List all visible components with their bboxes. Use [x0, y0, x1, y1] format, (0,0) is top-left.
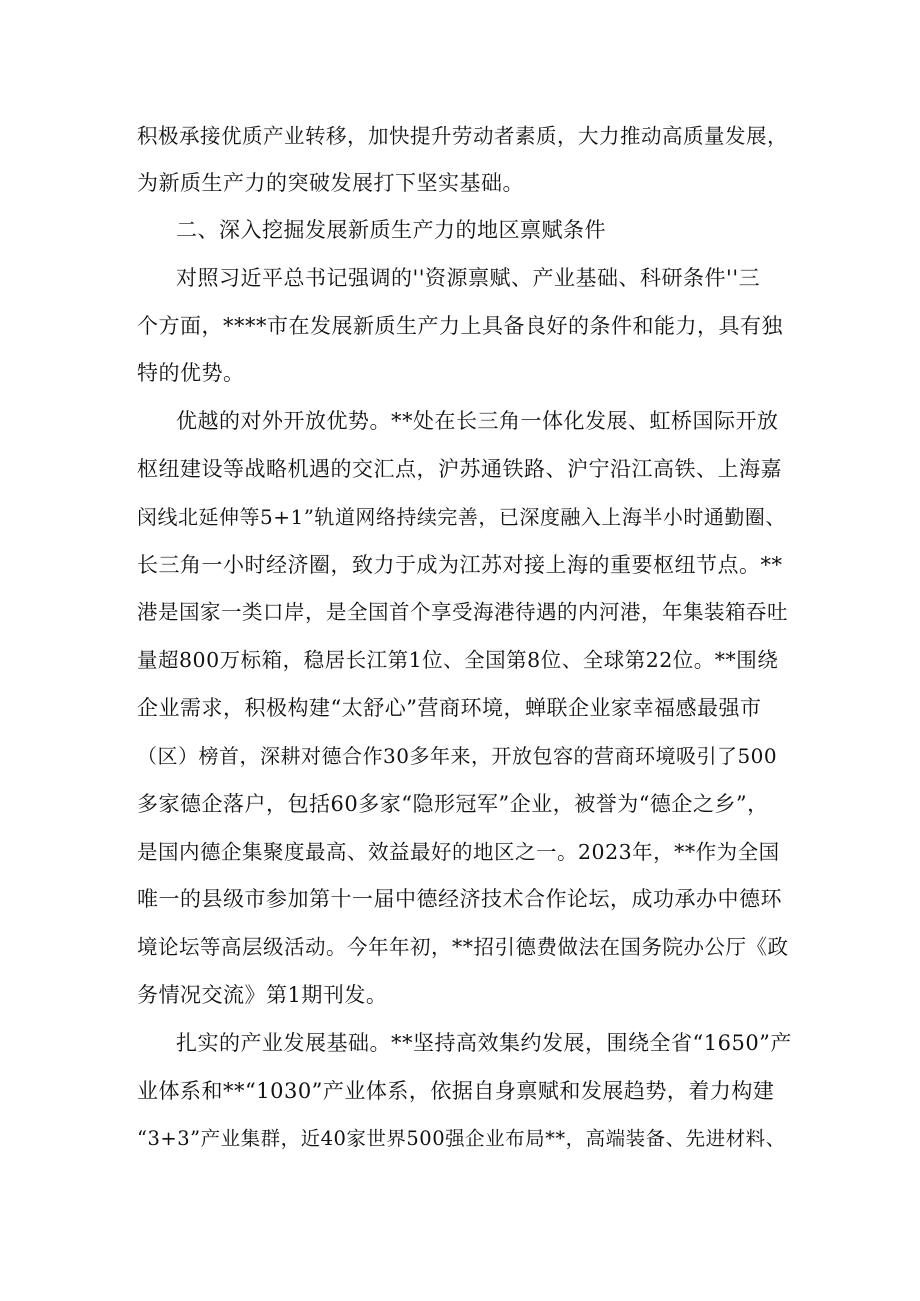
- text-line: 境论坛等高层级活动。今年年初，**招引德费做法在国务院办公厅《政: [137, 935, 789, 959]
- text-line: 务情况交流》第1期刊发。: [137, 983, 388, 1007]
- text-line: 业体系和**“1030”产业体系，依据自身禀赋和发展趋势，着力构建: [137, 1079, 775, 1103]
- text-line: 唯一的县级市参加第十一届中德经济技术合作论坛，成功承办中德环: [137, 887, 782, 911]
- text-line: 枢纽建设等战略机遇的交汇点，沪苏通铁路、沪宁沿江高铁、上海嘉: [137, 457, 782, 481]
- text-line: （区）榜首，深耕对德合作30多年来，开放包容的营商环境吸引了500: [137, 744, 778, 768]
- text-line: 积极承接优质产业转移，加快提升劳动者素质，大力推动高质量发展，: [137, 124, 788, 148]
- text-line: “3+3”产业集群，近40家世界500强企业布局**，高端装备、先进材料、: [137, 1127, 786, 1150]
- text-line: 个方面，****市在发展新质生产力上具备良好的条件和能力，具有独: [137, 314, 783, 338]
- text-line: 扎实的产业发展基础。**坚持高效集约发展，围绕全省“1650”产: [176, 1031, 792, 1055]
- section-heading: 二、深入挖掘发展新质生产力的地区禀赋条件: [176, 218, 606, 242]
- text-line: 是国内德企集聚度最高、效益最好的地区之一。2023年，**作为全国: [137, 840, 780, 864]
- text-line: 为新质生产力的突破发展打下坚实基础。: [137, 171, 524, 195]
- text-line: 量超800万标箱，稳居长江第1位、全国第8位、全球第22位。**围绕: [137, 648, 779, 672]
- text-line: 优越的对外开放优势。**处在长三角一体化发展、虹桥国际开放: [176, 409, 779, 433]
- text-line: 闵线北延伸等5+1”轨道网络持续完善，已深度融入上海半小时通勤圈、: [137, 505, 786, 529]
- text-line: 特的优势。: [137, 361, 245, 385]
- text-line: 企业需求，积极构建“太舒心”营商环境，蝉联企业家幸福感最强市: [137, 696, 762, 720]
- text-line: 多家德企落户，包括60多家“隐形冠军”企业，被誉为“德企之乡”，: [137, 792, 769, 816]
- text-line: 港是国家一类口岸，是全国首个享受海港待遇的内河港，年集装箱吞吐: [137, 600, 788, 624]
- text-line: 长三角一小时经济圈，致力于成为江苏对接上海的重要枢纽节点。**: [137, 553, 783, 577]
- text-line: 对照习近平总书记强调的''资源禀赋、产业基础、科研条件''三: [176, 266, 761, 290]
